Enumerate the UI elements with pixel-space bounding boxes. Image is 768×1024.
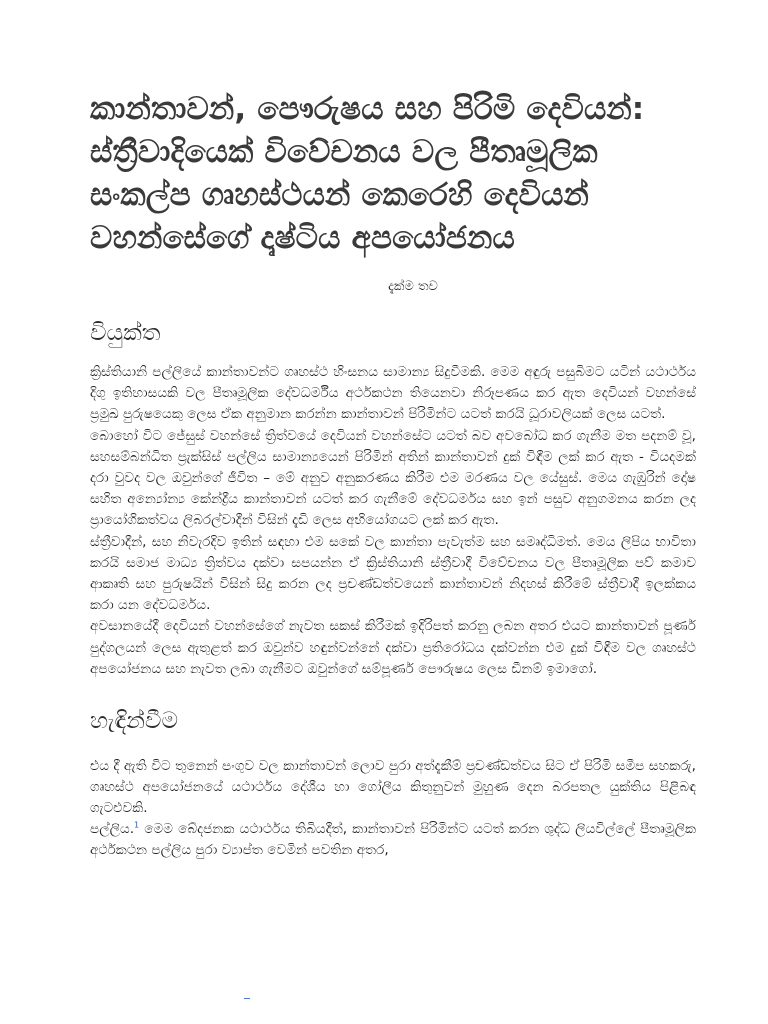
abstract-paragraph: අවසානයේදී දෙවියන් වහන්සේගේ නැවත සකස් කිරීමක් ඉදිරිපත් කරනු ලබන අතර එයට කාන්තාවන් පූර්ණ පුද්ගලයන් ලෙස ඇතුළත් කර ඔවුන්ව හඳුන්වන්නේ දක්වා ප්‍රතිරෝධය දක්වන්න එම දුක් විඳීම වල ගෘහස්ථ අපයෝජනය සහ නැවත ලබා ගැනීමට ඔවුන්ගේ සම්පූර්ණ පෞරුෂය ලෙස ඩීනම් ඉමාගෝ.: [90, 618, 696, 677]
introduction-heading: හැඳින්වීම: [90, 708, 178, 735]
introduction-lead-word: පල්ලිය.: [90, 821, 135, 838]
text-cursor-marker: [244, 998, 250, 999]
document-page: [90, 88, 696, 861]
introduction-paragraph: [90, 819, 696, 861]
author-name: දැක්ම තව: [388, 279, 438, 294]
abstract-paragraph: ක්‍රිස්තියානි පල්ලියේ කාන්තාවන්ට ගෘහස්ථ හිංසනය සාමාන්‍ය සිදුවීමකි. මෙම අඳුරු පසුබිමට යටින් යථාර්ථය දිගු ඉතිහාසයකි වල පීතෘමූලික දේවධර්මීය අර්ථකථන තියෙනවා නිරූපණය කර ඇත දෙවියන් වහන්සේ ප්‍රමුඛ පුරුෂයෙකු ලෙස ඒක අනුමාන කරන්න කාන්තාවන් පිරිමින්ට යටත් කරයි ධූරාවලියක් ලෙස යටත්.: [90, 364, 696, 423]
introduction-body: [90, 756, 696, 861]
document-title: කාන්තාවන්, පෞරුෂය සහ පිරිමි දෙවියන්: ස්ත්‍රීවාදියෙක් විවේචනය වල පීතෘමූලික සංකල්ප ගෘහස්ථයන් කෙරෙහි දෙවියන් වහන්සේගේ දෘෂ්ටිය අපයෝජනය: [90, 91, 645, 256]
introduction-sentence: මෙම බේදජනක යථාර්ථය තිබියදීත්, කාන්තාවන් පිරිමින්ට යටත් කරන ශුද්ධ ලියවිල්ලේ පීතෘමූලික අර්ථකථන පල්ලිය පුරා ව්‍යාප්ත වෙමින් පවතින අතර,: [90, 821, 696, 859]
introduction-paragraph: එය දී ඇති විට තුනෙන් පංගුව වල කාන්තාවන් ලොව පුරා අත්දැකීම් ප්‍රචණ්ඩත්වය සිට ඒ පිරිමි සමීප සහකරු, ගෘහස්ථ අපයෝජනයේ යථාර්ථය දේශීය හා ගෝලීය කිතුනුවන් මුහුණ දෙන බරපතල යුක්තිය පිළිබඳ ගැටළුවකි.: [90, 758, 696, 817]
abstract-body: [90, 362, 696, 680]
abstract-heading: වියුක්ත: [90, 320, 161, 346]
abstract-paragraph: බොහෝ විට ජේසුස් වහන්සේ ත්‍රිත්වයේ දෙවියන් වහන්සේට යටත් බව අවබෝධ කර ගැනීම මත පදනම් වූ, සහසම්බන්ධිත ප්‍රැක්සිස් පල්ලිය සාමාන්‍යයෙන් පිරිමින් අතින් කාන්තාවන් දුක් විඳීම ලක් කර ඇත - වියදමක් දරා වුවද වල ඔවුන්ගේ ජීවිත – මේ අනුව අනුකරණය කිරීම එම මරණය වල යේසුස්. මෙය ගැඹුරින් දෝෂ සහිත අන්‍යෝන්‍ය කේන්ද්‍රීය කාන්තාවන් යටත් කර ගැනීමේ දේවධර්මය සහ ඉන් පසුව අනුගමනය කරන ලද ප්‍රායෝගිකත්වය ලිබරල්වාදීන් විසින් දැඩි ලෙස අභියෝගයට ලක් කර ඇත.: [90, 427, 696, 529]
footnote-reference[interactable]: 1: [134, 820, 140, 830]
abstract-paragraph: ස්ත්‍රීවාදීන්, සහ නිවැරදිව ඉතින් සඳහා එම සකේ වල කාන්තා පැවැත්ම සහ සමෘද්ධිමත්. මෙය ලිපිය භාවිතා කරයි සමාජ මාධ්‍ය ත්‍රිත්වය දක්වා සපයන්න ඒ ක්‍රිස්තියානි ස්ත්‍රීවාදී විවේචනය වල පීතෘමූලික පව් කමාව ආකෘති සහ පුරුෂයින් විසින් සිදු කරන ලද ප්‍රචණ්ඩත්වයෙන් කාන්තාවන් නිදහස් කිරීමේ ස්ත්‍රීවාදී ඉලක්කය කරා යන දේවධර්මය.: [90, 533, 696, 614]
